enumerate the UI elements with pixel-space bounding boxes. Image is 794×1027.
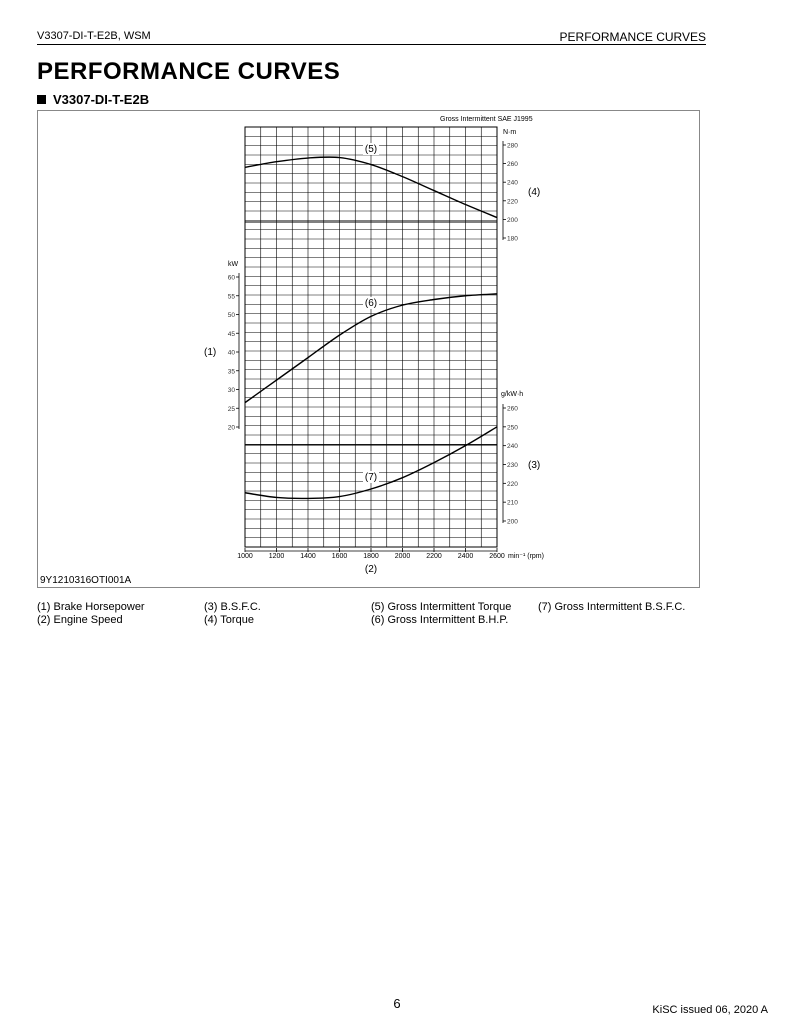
legend-item-7: (7) Gross Intermittent B.S.F.C.	[538, 601, 686, 613]
y-axis-unit-torque: N·m	[503, 129, 517, 136]
y-axis-callout-torque: (4)	[528, 187, 541, 198]
x-tick-label: 1400	[300, 553, 316, 560]
y-axis-callout-bsfc: (3)	[528, 460, 541, 471]
legend-item-3: (3) B.S.F.C.	[204, 601, 261, 613]
y-tick-label-power: 35	[227, 368, 235, 376]
y-tick-label-bsfc: 250	[507, 424, 518, 432]
issue-info: KiSC issued 06, 2020 A	[652, 1004, 768, 1016]
x-tick-label: 2200	[426, 553, 442, 560]
figure-id: 9Y1210316OTI001A	[40, 575, 132, 586]
y-tick-label-bsfc: 220	[507, 480, 518, 488]
x-axis-label: min⁻¹ (rpm)	[508, 553, 544, 560]
x-axis-callout: (2)	[364, 564, 378, 575]
y-tick-label-bsfc: 260	[507, 405, 518, 413]
x-tick-label: 1200	[268, 553, 285, 560]
legend-item-1: (1) Brake Horsepower	[37, 601, 145, 613]
y-tick-label-power: 40	[227, 349, 235, 357]
series-label-bsfc: (7)	[364, 472, 378, 483]
header-section-title: PERFORMANCE CURVES	[559, 30, 706, 44]
y-tick-label-power: 30	[227, 387, 235, 394]
chart-title: Gross Intermittent SAE J1995	[440, 116, 533, 123]
x-tick-label: 2000	[394, 553, 411, 560]
y-tick-label-bsfc: 200	[507, 518, 518, 526]
x-tick-label: 1600	[331, 553, 348, 560]
header-doc-id: V3307-DI-T-E2B, WSM	[37, 30, 151, 42]
legend-item-5: (5) Gross Intermittent Torque	[371, 601, 512, 613]
y-tick-label-power: 45	[227, 330, 235, 338]
y-tick-label-power: 60	[227, 274, 235, 282]
y-axis-unit-bsfc: g/kW·h	[501, 391, 524, 398]
subtitle-text: V3307-DI-T-E2B	[53, 92, 150, 107]
y-tick-label-torque: 180	[507, 235, 518, 243]
y-tick-label-torque: 240	[507, 179, 518, 187]
y-tick-label-bsfc: 210	[507, 499, 518, 507]
y-tick-label-power: 20	[227, 424, 235, 432]
y-axis-unit-power: kW	[228, 261, 239, 268]
y-tick-label-power: 25	[227, 405, 235, 413]
y-tick-label-torque: 280	[507, 142, 518, 150]
x-tick-label: 1000	[237, 553, 253, 560]
chart-grid	[245, 127, 497, 547]
y-tick-label-bsfc: 230	[507, 462, 518, 469]
y-tick-label-bsfc: 240	[507, 443, 518, 451]
legend-item-2: (2) Engine Speed	[37, 614, 123, 626]
y-tick-label-power: 55	[227, 293, 235, 301]
x-tick-label: 2600	[489, 553, 505, 560]
page-title: PERFORMANCE CURVES	[37, 58, 341, 85]
series-label-power: (6)	[364, 298, 378, 309]
y-tick-label-torque: 220	[507, 198, 518, 206]
y-tick-label-power: 50	[227, 312, 235, 319]
page-number: 6	[393, 996, 401, 1011]
x-tick-label: 2400	[457, 553, 474, 560]
legend-item-6: (6) Gross Intermittent B.H.P.	[371, 614, 509, 626]
x-tick-label: 1800	[363, 553, 379, 560]
y-axis-callout-power: (1)	[204, 347, 217, 358]
y-tick-label-torque: 260	[507, 161, 518, 169]
legend-item-4: (4) Torque	[204, 614, 254, 626]
series-label-torque: (5)	[364, 144, 378, 155]
y-tick-label-torque: 200	[507, 216, 518, 224]
